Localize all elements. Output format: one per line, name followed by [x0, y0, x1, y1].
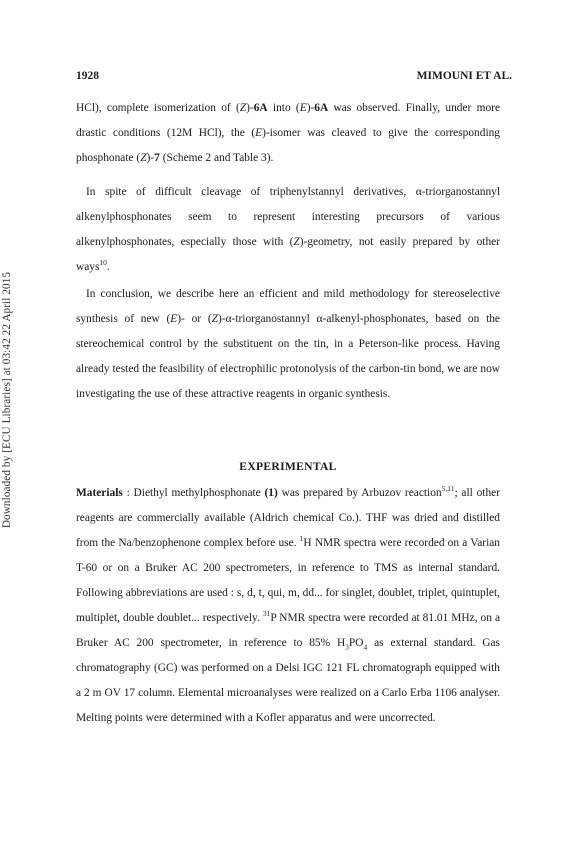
stereo-descriptor: E	[299, 102, 307, 114]
compound-ref: 7	[154, 152, 160, 164]
isotope-superscript: 31	[262, 609, 271, 619]
paragraph-isomerization	[76, 96, 500, 171]
stereo-descriptor: Z	[140, 152, 147, 164]
compound-ref: 6A	[253, 102, 268, 114]
isotope-superscript: 1	[299, 534, 304, 544]
compound-ref: (1)	[264, 487, 278, 499]
text-run: was prepared by Arbuzov reaction	[277, 487, 442, 499]
paragraph-cleavage	[76, 180, 500, 280]
section-heading-experimental: EXPERIMENTAL	[239, 460, 337, 473]
text-run: H NMR spectra were recorded on a Varian T-60 or on a Bruker AC 200 spectrometers, in reference to TMS as internal standard. Following abbreviations are used : s, d, t, qui, m, dd... for singlet, doublet, triplet, quintuplet, multiplet, double doublet... respectively.	[76, 537, 500, 624]
text-run: In spite of difficult cleavage of triphenylstannyl derivatives, α-triorganostannyl alkenylphosphonates seem to represent interesting precursors of various alkenylphosphonates, especially those with (	[76, 186, 500, 248]
stereo-descriptor: Z	[293, 236, 300, 248]
run-in-heading: Materials	[76, 487, 123, 499]
text-run: (Scheme 2 and Table 3).	[159, 152, 274, 164]
text-run: In conclusion, we describe here an efficient and mild methodology for stereoselective synthesis of new (	[76, 288, 500, 325]
paragraph-text	[76, 481, 500, 731]
text-run: : Diethyl methylphosphonate	[122, 487, 265, 499]
page-number: 1928	[76, 70, 99, 82]
stereo-descriptor: Z	[239, 102, 247, 114]
stereo-descriptor: E	[170, 313, 178, 325]
paragraph-conclusion	[76, 282, 500, 407]
text-run: )-geometry, not easily prepared by other ways	[76, 236, 500, 273]
citation-ref: 10	[99, 258, 107, 268]
text-run: )- or (	[177, 313, 212, 325]
paragraph-text	[76, 282, 500, 407]
text-run: ; all other reagents are commercially available (Aldrich chemical Co.). THF was dried and distilled from the Na/benzophenone complex before use.	[76, 487, 500, 549]
compound-ref: 6A	[314, 102, 329, 114]
text-run: )-	[146, 152, 155, 164]
text-run: P NMR spectra were recorded at 81.01 MHz, on a Bruker AC 200 spectrometer, in reference to 85% H	[76, 612, 500, 649]
stereo-descriptor: E	[255, 127, 263, 139]
text-run: )-isomer was cleaved to give the corresponding phosphonate (	[76, 127, 500, 164]
text-run: HCl), complete isomerization of (	[76, 102, 240, 114]
paragraph-text	[76, 96, 500, 171]
formula-subscript: 3	[345, 642, 349, 652]
text-run: )-	[306, 102, 315, 114]
text-run: )-α-triorganostannyl α-alkenyl-phosphonates, based on the stereochemical control by the substituent on the tin, in a Peterson-like process. Having already tested the feasibility of electrophilic protonolysis of the carbon-tin bond, we are now investigating the use of these attractive reagents in organic synthesis.	[76, 313, 500, 400]
text-run: was observed. Finally, under more drastic conditions (12M HCl), the (	[76, 102, 500, 139]
text-run: into (	[267, 102, 300, 114]
text-run: .	[106, 261, 110, 273]
formula-subscript: 4	[363, 642, 368, 652]
download-watermark	[0, 190, 18, 610]
text-run: )-	[246, 102, 254, 114]
citation-ref: 5,11	[441, 484, 455, 494]
page-header	[76, 70, 512, 82]
running-authors: MIMOUNI ET AL.	[416, 70, 512, 82]
text-run: as external standard. Gas chromatography (GC) was performed on a Delsi IGC 121 FL chromatograph equipped with a 2 m OV 17 column. Elemental microanalyses were realized on a Carlo Erba 1106 analyser. Melting points were determined with a Kofler apparatus and were uncorrected.	[76, 637, 500, 724]
stereo-descriptor: Z	[211, 313, 218, 325]
text-run: PO	[348, 637, 364, 649]
download-note-text: Downloaded by [ECU Libraries] at 03:42 22 April 2015	[1, 271, 14, 529]
paragraph-materials	[76, 481, 500, 731]
paragraph-text	[76, 180, 500, 280]
